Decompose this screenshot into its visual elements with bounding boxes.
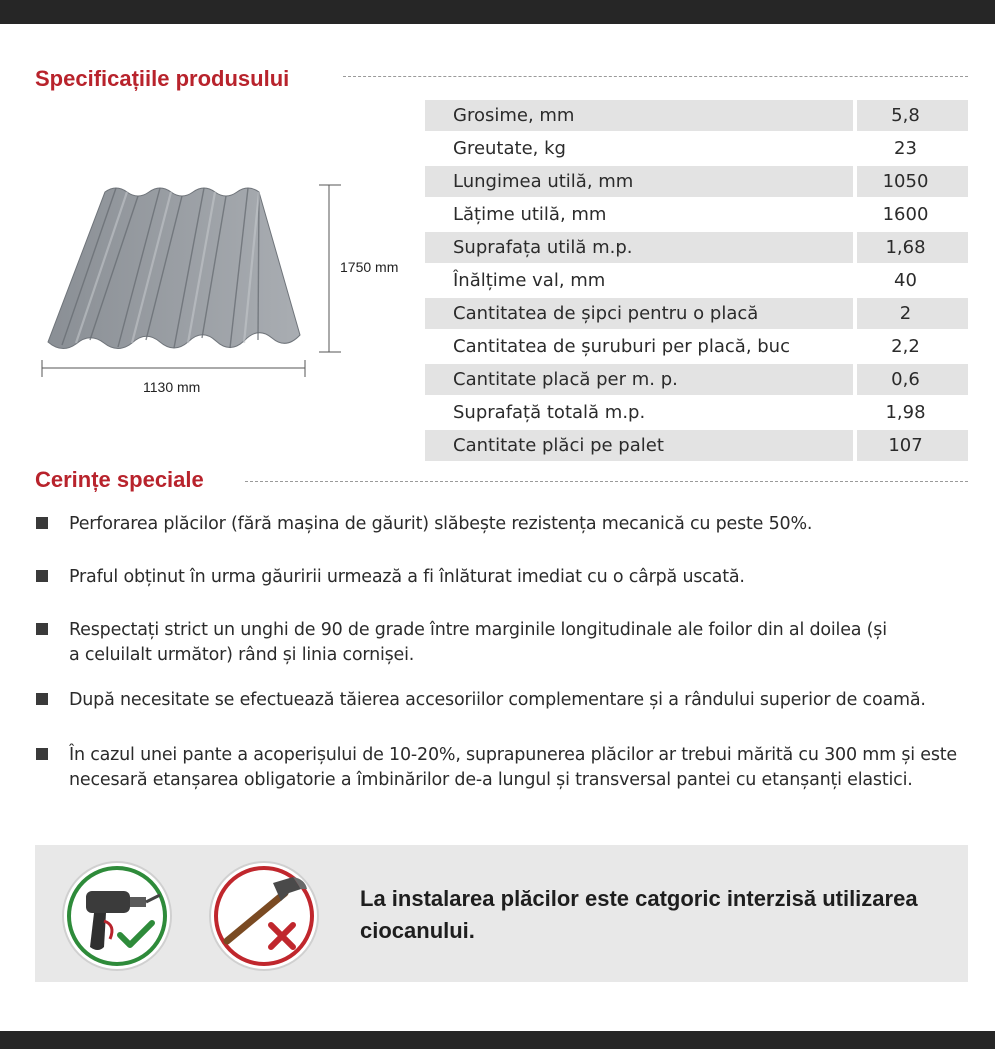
spec-value: 5,8 [857,100,968,131]
width-dimension-label: 1130 mm [143,379,201,395]
bottom-bar [0,1031,995,1049]
spec-label: Grosime, mm [425,100,853,131]
spec-row [425,364,970,397]
spec-label: Lățime utilă, mm [453,204,607,225]
requirement-text: Perforarea plăcilor (fără mașina de găurit) slăbește rezistența mecanică cu peste 50%. [69,514,813,534]
height-dimension-label: 1750 mm [340,259,399,275]
spec-row [425,430,970,463]
spec-value: 1,68 [857,232,968,263]
square-bullet-icon [36,517,48,529]
spec-row [425,166,970,199]
spec-row [425,232,970,265]
spec-row [425,331,970,364]
spec-value: 2 [857,298,968,329]
spec-row [425,199,970,232]
requirement-text: După necesitate se efectuează tăierea accesoriilor complementare și a rândului superior de coamă. [69,690,926,710]
special-section-title: Cerințe speciale [35,467,204,492]
spec-label: Cantitate plăci pe palet [425,430,853,461]
spec-row [425,265,970,298]
spec-label: Cantitate placă per m. p. [425,364,853,395]
square-bullet-icon [36,748,48,760]
top-bar [0,0,995,24]
spec-label: Cantitatea de șipci pentru o placă [425,298,853,329]
spec-label: Suprafața utilă m.p. [425,232,853,263]
spec-value: 23 [894,138,917,159]
spec-value: 1,98 [885,402,926,423]
spec-value: 40 [894,270,917,291]
spec-label: Greutate, kg [453,138,566,159]
spec-value: 107 [857,430,968,461]
spec-row [425,397,970,430]
requirement-text: În cazul unei pante a acoperișului de 10-20%, suprapunerea plăcilor ar trebui mărită cu 300 mm și este necesară etanșarea obligatorie a îmbinărilor de-a lungul și transversal pantei cu etanșanți elastici. [69,745,957,790]
special-title-divider [245,481,968,482]
spec-row [425,100,970,133]
spec-row [425,133,970,166]
sheet-drawing [0,170,420,410]
specs-title-divider [343,76,968,77]
spec-label: Lungimea utilă, mm [425,166,853,197]
spec-label: Înălțime val, mm [453,270,606,291]
requirement-text: Praful obținut în urma găuririi urmează a fi înlăturat imediat cu o cârpă uscată. [69,567,745,587]
spec-value: 2,2 [891,336,920,357]
spec-value: 1600 [882,204,929,225]
square-bullet-icon [36,623,48,635]
spec-table [425,100,970,463]
spec-row [425,298,970,331]
spec-label: Suprafață totală m.p. [453,402,646,423]
drill-check-icon [60,859,174,973]
requirement-text: Respectați strict un unghi de 90 de grade între marginile longitudinale ale foilor din al doilea (și a celuilalt următor) rând și linia cornișei. [69,620,887,665]
corrugated-sheet-illustration [0,170,420,410]
hammer-warning-box [35,845,968,982]
specs-section-title: Specificațiile produsului [35,66,290,91]
spec-label: Cantitatea de șuruburi per placă, buc [453,336,790,357]
square-bullet-icon [36,570,48,582]
hammer-cross-icon [207,859,321,973]
square-bullet-icon [36,693,48,705]
spec-value: 0,6 [857,364,968,395]
hammer-warning-text: La instalarea plăcilor este catgoric interzisă utilizarea ciocanului. [360,886,918,943]
spec-value: 1050 [857,166,968,197]
